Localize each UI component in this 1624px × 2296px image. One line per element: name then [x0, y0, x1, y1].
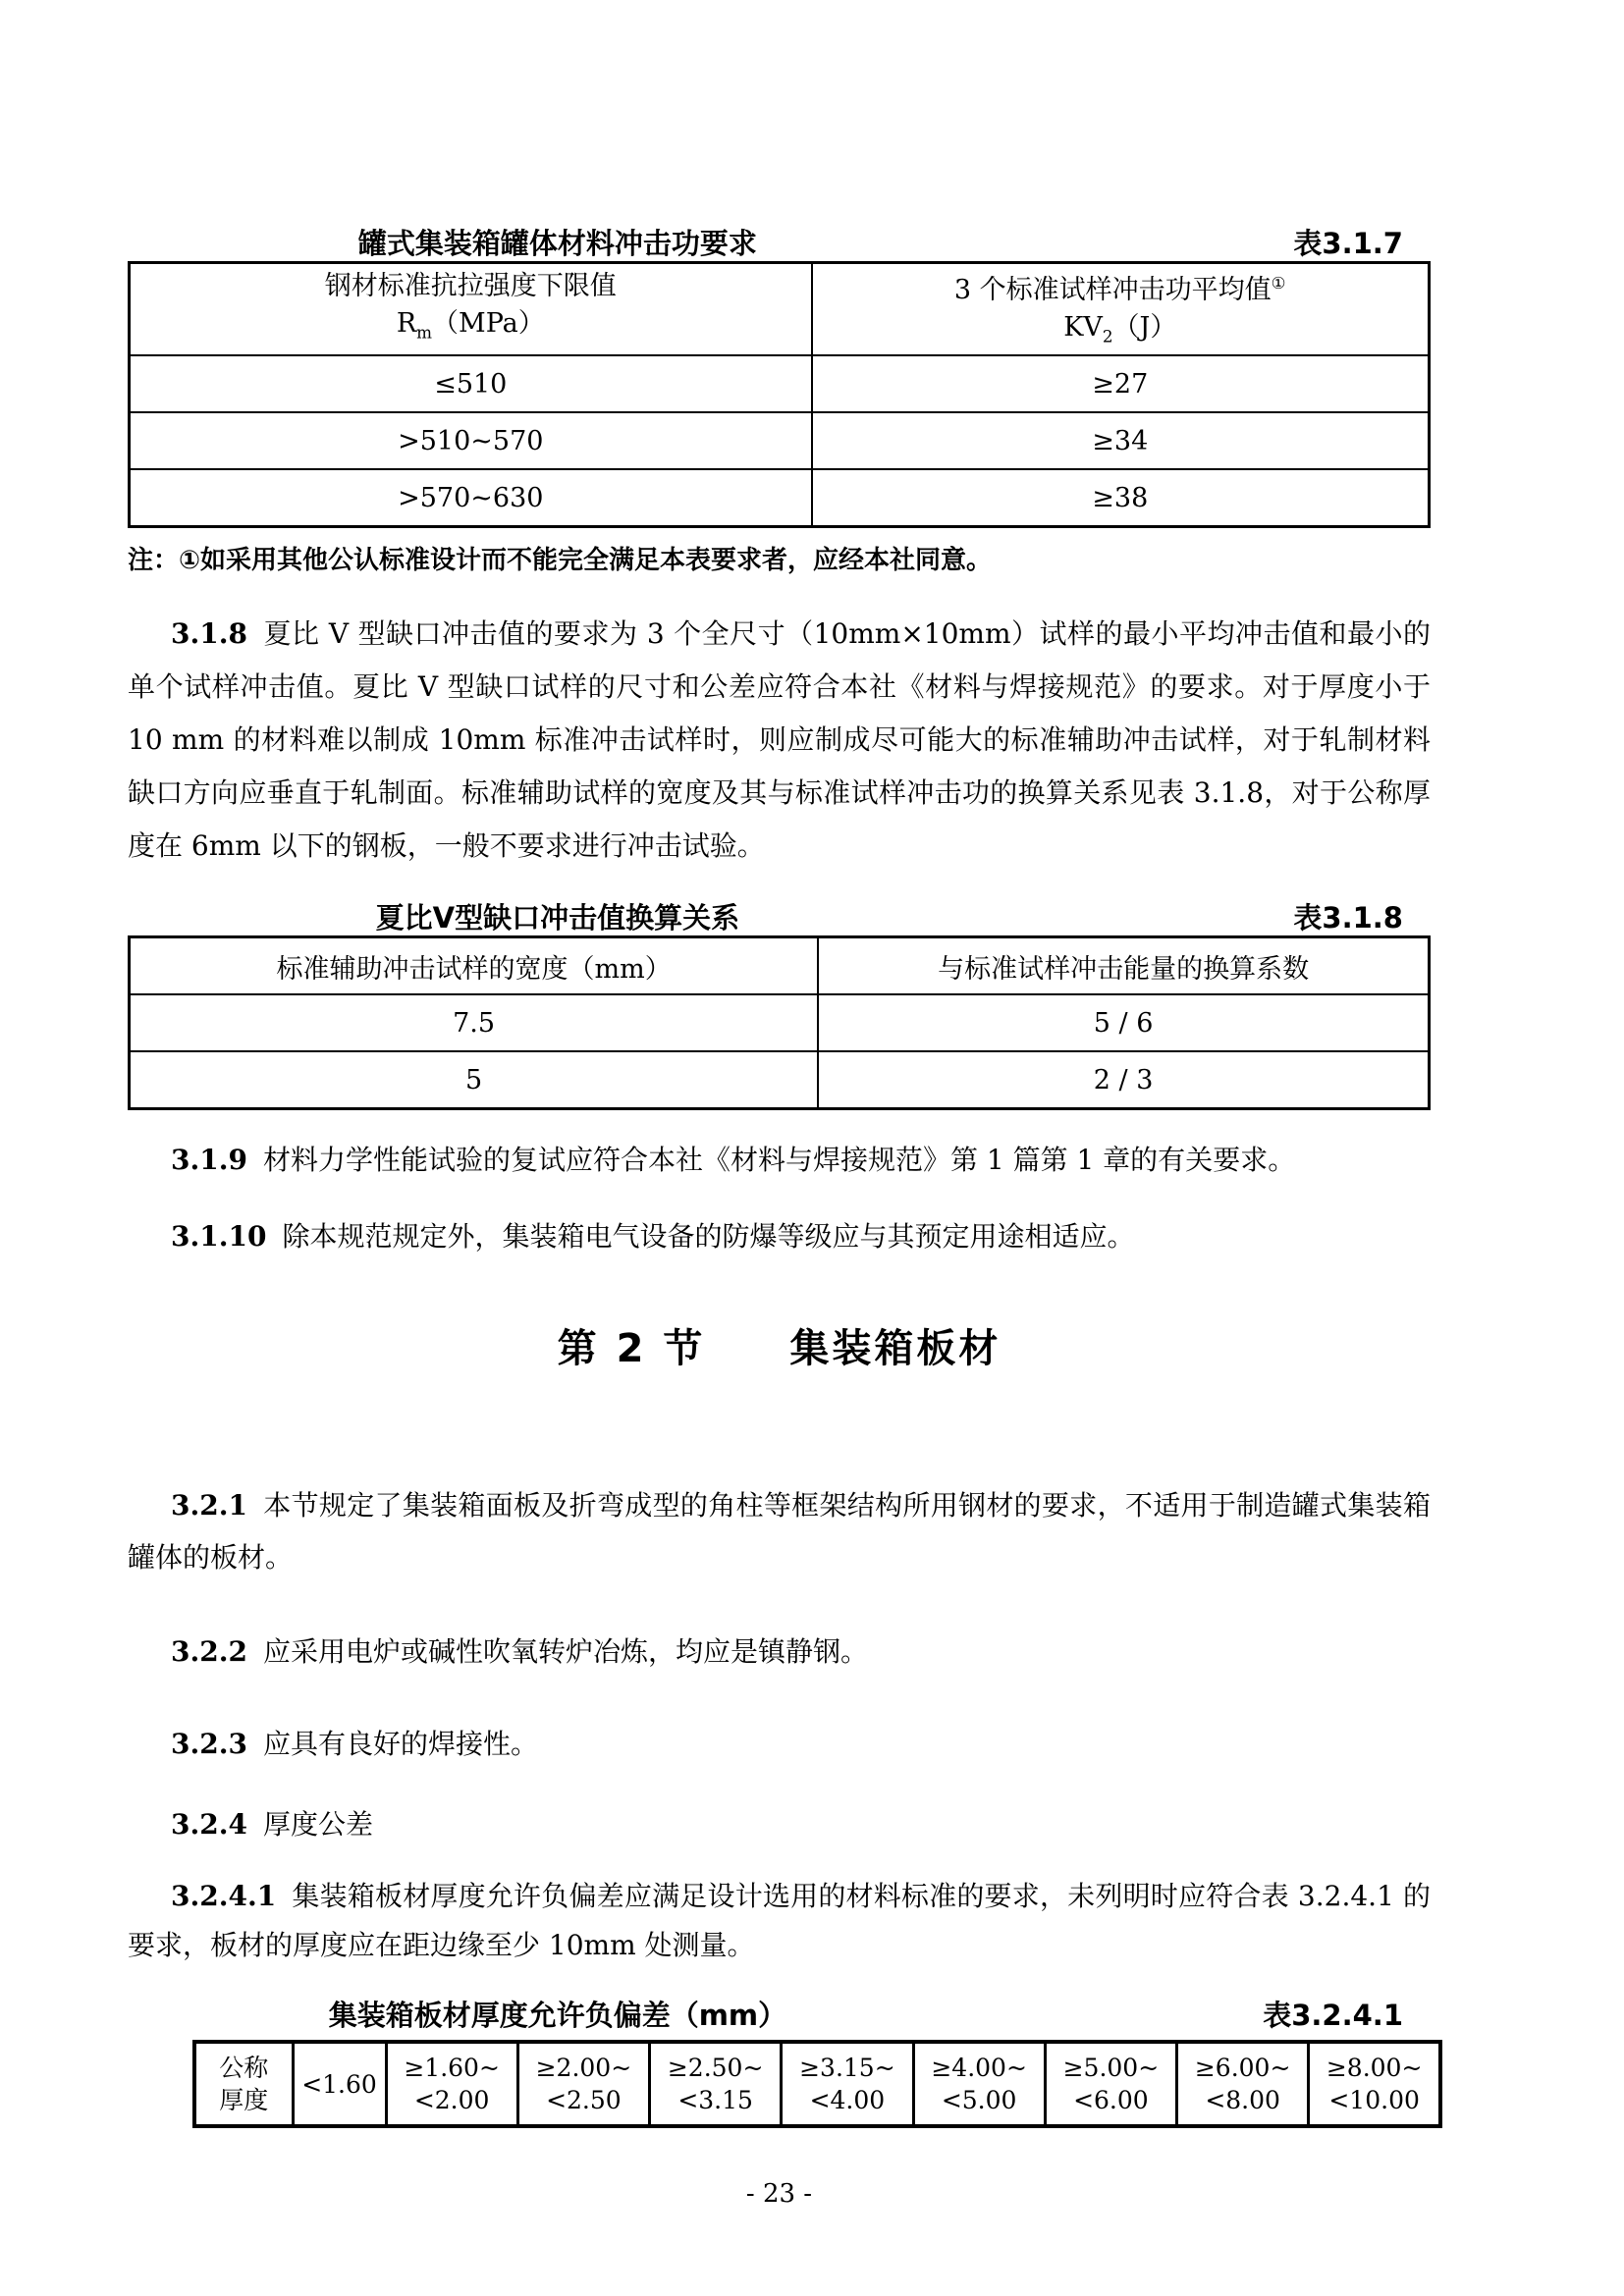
header-line2: $R_m(MPa)$	[396, 308, 545, 343]
page-number: - 23 -	[745, 2179, 813, 2210]
table-cell: ≥5.00~ <6.00	[1045, 2042, 1176, 2126]
paragraph-number: 3.1.10	[171, 1220, 267, 1254]
table-cell: ≥34	[812, 412, 1430, 469]
table-3241	[192, 2040, 1442, 2128]
table-cell: ≥27	[812, 355, 1430, 412]
table-3241-wrapper	[192, 2040, 1442, 2128]
header-line2: $KV_2(J)$	[1063, 312, 1177, 347]
table-row	[130, 412, 1430, 469]
paragraph-3-2-3	[128, 1725, 1431, 1764]
paragraph-3-1-10	[128, 1212, 1431, 1261]
table-cell: 2 / 3	[818, 1051, 1429, 1109]
paragraph-number: 3.1.9	[171, 1144, 247, 1177]
table-cell: ≥2.50~ <3.15	[650, 2042, 782, 2126]
table-row	[130, 355, 1430, 412]
table-318	[128, 935, 1431, 1110]
paragraph-3-1-9	[128, 1136, 1431, 1185]
table-cell: ≥1.60~ <2.00	[386, 2042, 517, 2126]
table-318-header-col2: 与标准试样冲击能量的换算系数	[818, 937, 1429, 995]
table-cell: 5	[130, 1051, 819, 1109]
table-317-label: 表3.1.7	[1293, 227, 1403, 260]
header-line1: 钢材标准抗拉强度下限值	[324, 271, 617, 301]
table-318-label: 表3.1.8	[1293, 901, 1403, 935]
table-3241-title: 集装箱板材厚度允许负偏差（mm）	[328, 1999, 787, 2033]
paragraph-text: 应具有良好的焊接性。	[262, 1728, 538, 1761]
table-cell: 5 / 6	[818, 994, 1429, 1051]
table-318-caption	[128, 900, 1431, 935]
paragraph-3-1-8	[128, 608, 1431, 873]
table-318-header-col1: 标准辅助冲击试样的宽度（mm）	[130, 937, 819, 995]
page-content	[128, 0, 1431, 2209]
table-row	[130, 1051, 1430, 1109]
table-cell: ≥4.00~ <5.00	[913, 2042, 1045, 2126]
paragraph-text: 材料力学性能试验的复试应符合本社《材料与焊接规范》第 1 篇第 1 章的有关要求。	[262, 1144, 1296, 1177]
table-3241-header-row	[194, 2042, 1440, 2126]
table-cell: ≥38	[812, 469, 1430, 527]
table-row	[130, 994, 1430, 1051]
table-317-header-row	[130, 263, 1430, 356]
table-317-header-col2	[812, 263, 1430, 356]
header-line1: 3 个标准试样冲击功平均值①	[953, 273, 1286, 305]
table-317-header-col1	[130, 263, 812, 356]
table-cell: ≥2.00~ <2.50	[517, 2042, 649, 2126]
paragraph-text: 集装箱板材厚度允许负偏差应满足设计选用的材料标准的要求，未列明时应符合表 3.2.4.1 的要求，板材的厚度应在距边缘至少 10mm 处测量。	[128, 1880, 1431, 1962]
paragraph-text: 本节规定了集装箱面板及折弯成型的角柱等框架结构所用钢材的要求，不适用于制造罐式集装箱罐体的板材。	[128, 1489, 1431, 1575]
paragraph-3-2-2	[128, 1632, 1431, 1672]
paragraph-number: 3.2.2	[171, 1635, 247, 1669]
table-317-title: 罐式集装箱罐体材料冲击功要求	[357, 227, 757, 260]
table-cell: 公称 厚度	[194, 2042, 293, 2126]
table-318-header-row	[130, 937, 1430, 995]
section-heading: 第 2 节 集装箱板材	[557, 1326, 1001, 1372]
table-cell: <1.60	[293, 2042, 386, 2126]
paragraph-number: 3.2.4.1	[171, 1880, 277, 1913]
table-3241-caption	[128, 1998, 1431, 2033]
table-3241-label: 表3.2.4.1	[1263, 1999, 1403, 2033]
table-row	[130, 469, 1430, 527]
table-317	[128, 261, 1431, 528]
table-317-caption	[128, 226, 1431, 261]
paragraph-text: 厚度公差	[262, 1808, 373, 1842]
table-318-title: 夏比V型缺口冲击值换算关系	[375, 901, 740, 935]
table-317-footnote: 注：①如采用其他公认标准设计而不能完全满足本表要求者，应经本社同意。	[128, 546, 993, 576]
table-cell: ≤510	[130, 355, 812, 412]
paragraph-number: 3.2.3	[171, 1728, 247, 1761]
table-cell: >510~570	[130, 412, 812, 469]
paragraph-number: 3.2.1	[171, 1489, 247, 1522]
paragraph-text: 夏比 V 型缺口冲击值的要求为 3 个全尺寸（10mm×10mm）试样的最小平均冲击值和最小的单个试样冲击值。夏比 V 型缺口试样的尺寸和公差应符合本社《材料与焊接规范》的要求。对于厚度小于 10 mm 的材料难以制成 10mm 标准冲击试样时，则应制成尽可能大的标准辅助冲击试样，对于轧制材料缺口方向应垂直于轧制面。标准辅助试样的宽度及其与标准试样冲击功的换算关系见表 3.1.8，对于公称厚度在 6mm 以下的钢板，一般不要求进行冲击试验。	[128, 617, 1431, 863]
paragraph-3-2-4-1	[128, 1872, 1431, 1970]
paragraph-text: 应采用电炉或碱性吹氧转炉冶炼，均应是镇静钢。	[262, 1635, 868, 1669]
paragraph-number: 3.2.4	[171, 1808, 247, 1842]
table-cell: ≥8.00~ <10.00	[1309, 2042, 1440, 2126]
table-cell: ≥6.00~ <8.00	[1177, 2042, 1309, 2126]
paragraph-3-2-1	[128, 1479, 1431, 1583]
table-cell: ≥3.15~ <4.00	[782, 2042, 913, 2126]
paragraph-number: 3.1.8	[171, 617, 247, 651]
table-cell: >570~630	[130, 469, 812, 527]
paragraph-text: 除本规范规定外，集装箱电气设备的防爆等级应与其预定用途相适应。	[282, 1220, 1135, 1254]
table-cell: 7.5	[130, 994, 819, 1051]
paragraph-3-2-4	[128, 1805, 1431, 1844]
